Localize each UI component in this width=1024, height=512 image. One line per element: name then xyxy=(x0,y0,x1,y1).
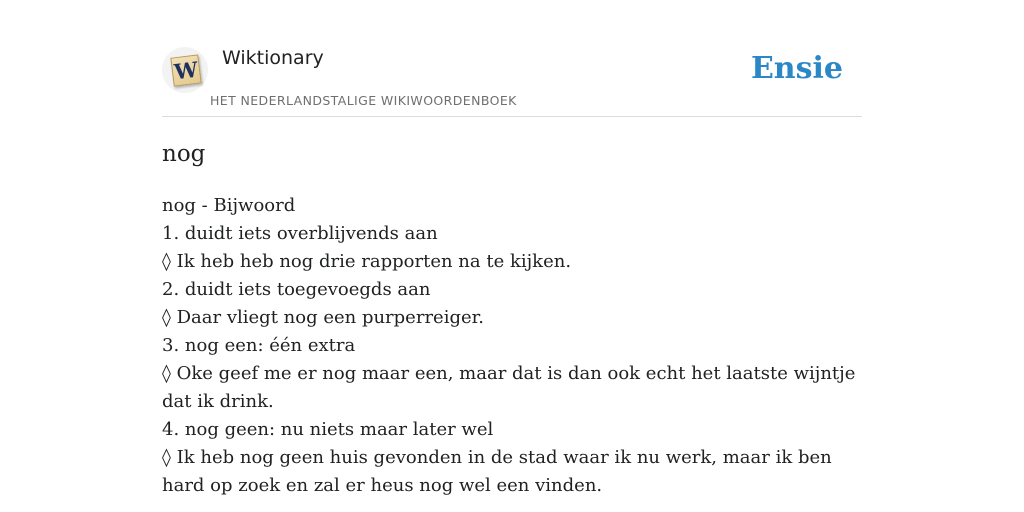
part-of-speech-line: nog - Bijwoord xyxy=(162,195,296,216)
page xyxy=(162,0,862,496)
example-2: ◊ Daar vliegt nog een purperreiger. xyxy=(162,307,484,328)
definition-4: 4. nog geen: nu niets maar later wel xyxy=(162,419,494,440)
entry-content xyxy=(162,192,862,500)
ensie-brand-link[interactable]: Ensie xyxy=(750,51,843,86)
definition-1: 1. duidt iets overblijvends aan xyxy=(162,223,438,244)
example-1: ◊ Ik heb heb nog drie rapporten na te kijken. xyxy=(162,251,572,272)
page-title: nog xyxy=(162,141,206,167)
logo-tile: W xyxy=(170,54,201,86)
definition-3: 3. nog een: één extra xyxy=(162,335,356,356)
definition-2: 2. duidt iets toegevoegds aan xyxy=(162,279,431,300)
wiktionary-logo-icon[interactable] xyxy=(162,47,208,93)
example-4: ◊ Ik heb nog geen huis gevonden in de stad waar ik nu werk, maar ik ben hard op zoek en zal er heus nog wel een vinden. xyxy=(162,447,832,496)
site-header xyxy=(162,0,862,117)
site-name[interactable]: Wiktionary xyxy=(222,47,324,69)
example-3: ◊ Oke geef me er nog maar een, maar dat is dan ook echt het laatste wijntje dat ik drink. xyxy=(162,363,856,412)
site-tagline: HET NEDERLANDSTALIGE WIKIWOORDENBOEK xyxy=(210,93,517,108)
